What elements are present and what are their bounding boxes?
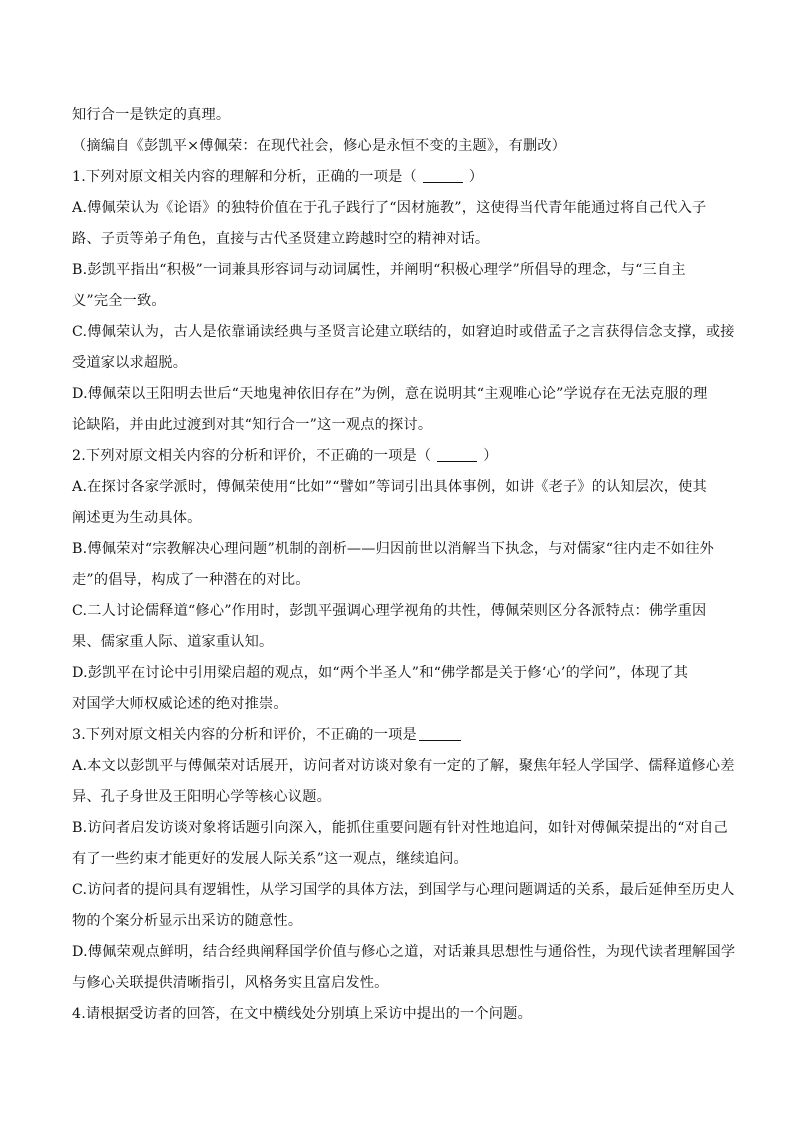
question-3-text: 3.下列对原文相关内容的分析和评价，不正确的一项是: [72, 727, 417, 743]
answer-blank: [437, 447, 477, 462]
question-2-stem: [72, 441, 722, 472]
question-1-close: ）: [468, 169, 484, 185]
option-2c-line1: C.二人讨论儒释道“修心”作用时，彭凯平强调心理学视角的共性，傅佩荣则区分各派特点：佛学重因: [72, 603, 707, 619]
intro-line: 知行合一是铁定的真理。: [72, 107, 231, 123]
option-3b-line2: 有了一些约束才能更好的发展人际关系”这一观点，继续追问。: [72, 851, 468, 867]
question-2-close: ）: [483, 448, 498, 464]
answer-blank: [423, 168, 463, 183]
question-3-stem: [72, 720, 722, 751]
option-1b-line2: 义”完全一致。: [72, 293, 166, 309]
option-3c-line2: 物的个案分析显示出采访的随意性。: [72, 913, 303, 929]
option-3d-line2: 与修心关联提供清晰指引，风格务实且富启发性。: [72, 975, 389, 991]
option-1d-line1: D.傅佩荣以王阳明去世后“天地鬼神依旧存在”为例，意在说明其“主观唯心论”学说存在无法克服的理: [72, 386, 708, 402]
option-2b-line2: 走”的倡导，构成了一种潜在的对比。: [72, 572, 310, 588]
question-1-text: 1.下列对原文相关内容的理解和分析，正确的一项是（: [72, 169, 417, 185]
option-2a-line2: 阐述更为生动具体。: [72, 510, 202, 526]
question-2-text: 2.下列对原文相关内容的分析和评价，不正确的一项是（: [72, 448, 432, 464]
option-2d-line1: D.彭凯平在讨论中引用梁启超的观点，如“两个半圣人”和“佛学都是关于修‘心’的学问”，体现了其: [72, 665, 689, 681]
question-1-stem: [72, 162, 722, 193]
option-3a-line1: A.本文以彭凯平与傅佩荣对话展开，访问者对访谈对象有一定的了解，聚焦年轻人学国学、儒释道修心差: [72, 758, 735, 774]
option-3b-line1: B.访问者启发访谈对象将话题引向深入，能抓住重要问题有针对性地追问，如针对傅佩荣提出的“对自己: [72, 820, 728, 836]
option-1b-line1: B.彭凯平指出“积极”一词兼具形容词与动词属性，并阐明“积极心理学”所倡导的理念，与“三自主: [72, 262, 686, 278]
document-body: [72, 100, 736, 1030]
option-1c-line1: C.傅佩荣认为，古人是依靠诵读经典与圣贤言论建立联结的，如窘迫时或借孟子之言获得信念支撑，或接: [72, 324, 735, 340]
option-2b-line1: B.傅佩荣对“宗教解决心理问题”机制的剖析——归因前世以消解当下执念，与对儒家“往内走不如往外: [72, 541, 714, 557]
option-3d-line1: D.傅佩荣观点鲜明，结合经典阐释国学价值与修心之道，对话兼具思想性与通俗性，为现代读者理解国学: [72, 944, 736, 960]
option-1c-line2: 受道家以求超脱。: [72, 355, 188, 371]
option-1a-line1: A.傅佩荣认为《论语》的独特价值在于孔子践行了“因材施教”，这使得当代青年能通过将自己代入子: [72, 200, 707, 216]
answer-blank: [419, 726, 461, 741]
option-2c-line2: 果、儒家重人际、道家重认知。: [72, 634, 274, 650]
option-1a-line2: 路、子贡等弟子角色，直接与古代圣贤建立跨越时空的精神对话。: [72, 231, 490, 247]
option-2d-line2: 对国学大师权威论述的绝对推崇。: [72, 696, 288, 712]
option-2a-line1: A.在探讨各家学派时，傅佩荣使用“比如”“譬如”等词引出具体事例，如讲《老子》的认知层次，使其: [72, 479, 707, 495]
option-1d-line2: 论缺陷，并由此过渡到对其“知行合一”这一观点的探讨。: [72, 417, 433, 433]
option-3a-line2: 异、孔子身世及王阳明心学等核心议题。: [72, 789, 331, 805]
question-4-stem: 4.请根据受访者的回答，在文中横线处分别填上采访中提出的一个问题。: [72, 1006, 532, 1022]
source-citation: （摘编自《彭凯平×傅佩荣：在现代社会，修心是永恒不变的主题》，有删改）: [72, 138, 567, 154]
option-3c-line1: C.访问者的提问具有逻辑性，从学习国学的具体方法，到国学与心理问题调适的关系，最后延伸至历史人: [72, 882, 735, 898]
